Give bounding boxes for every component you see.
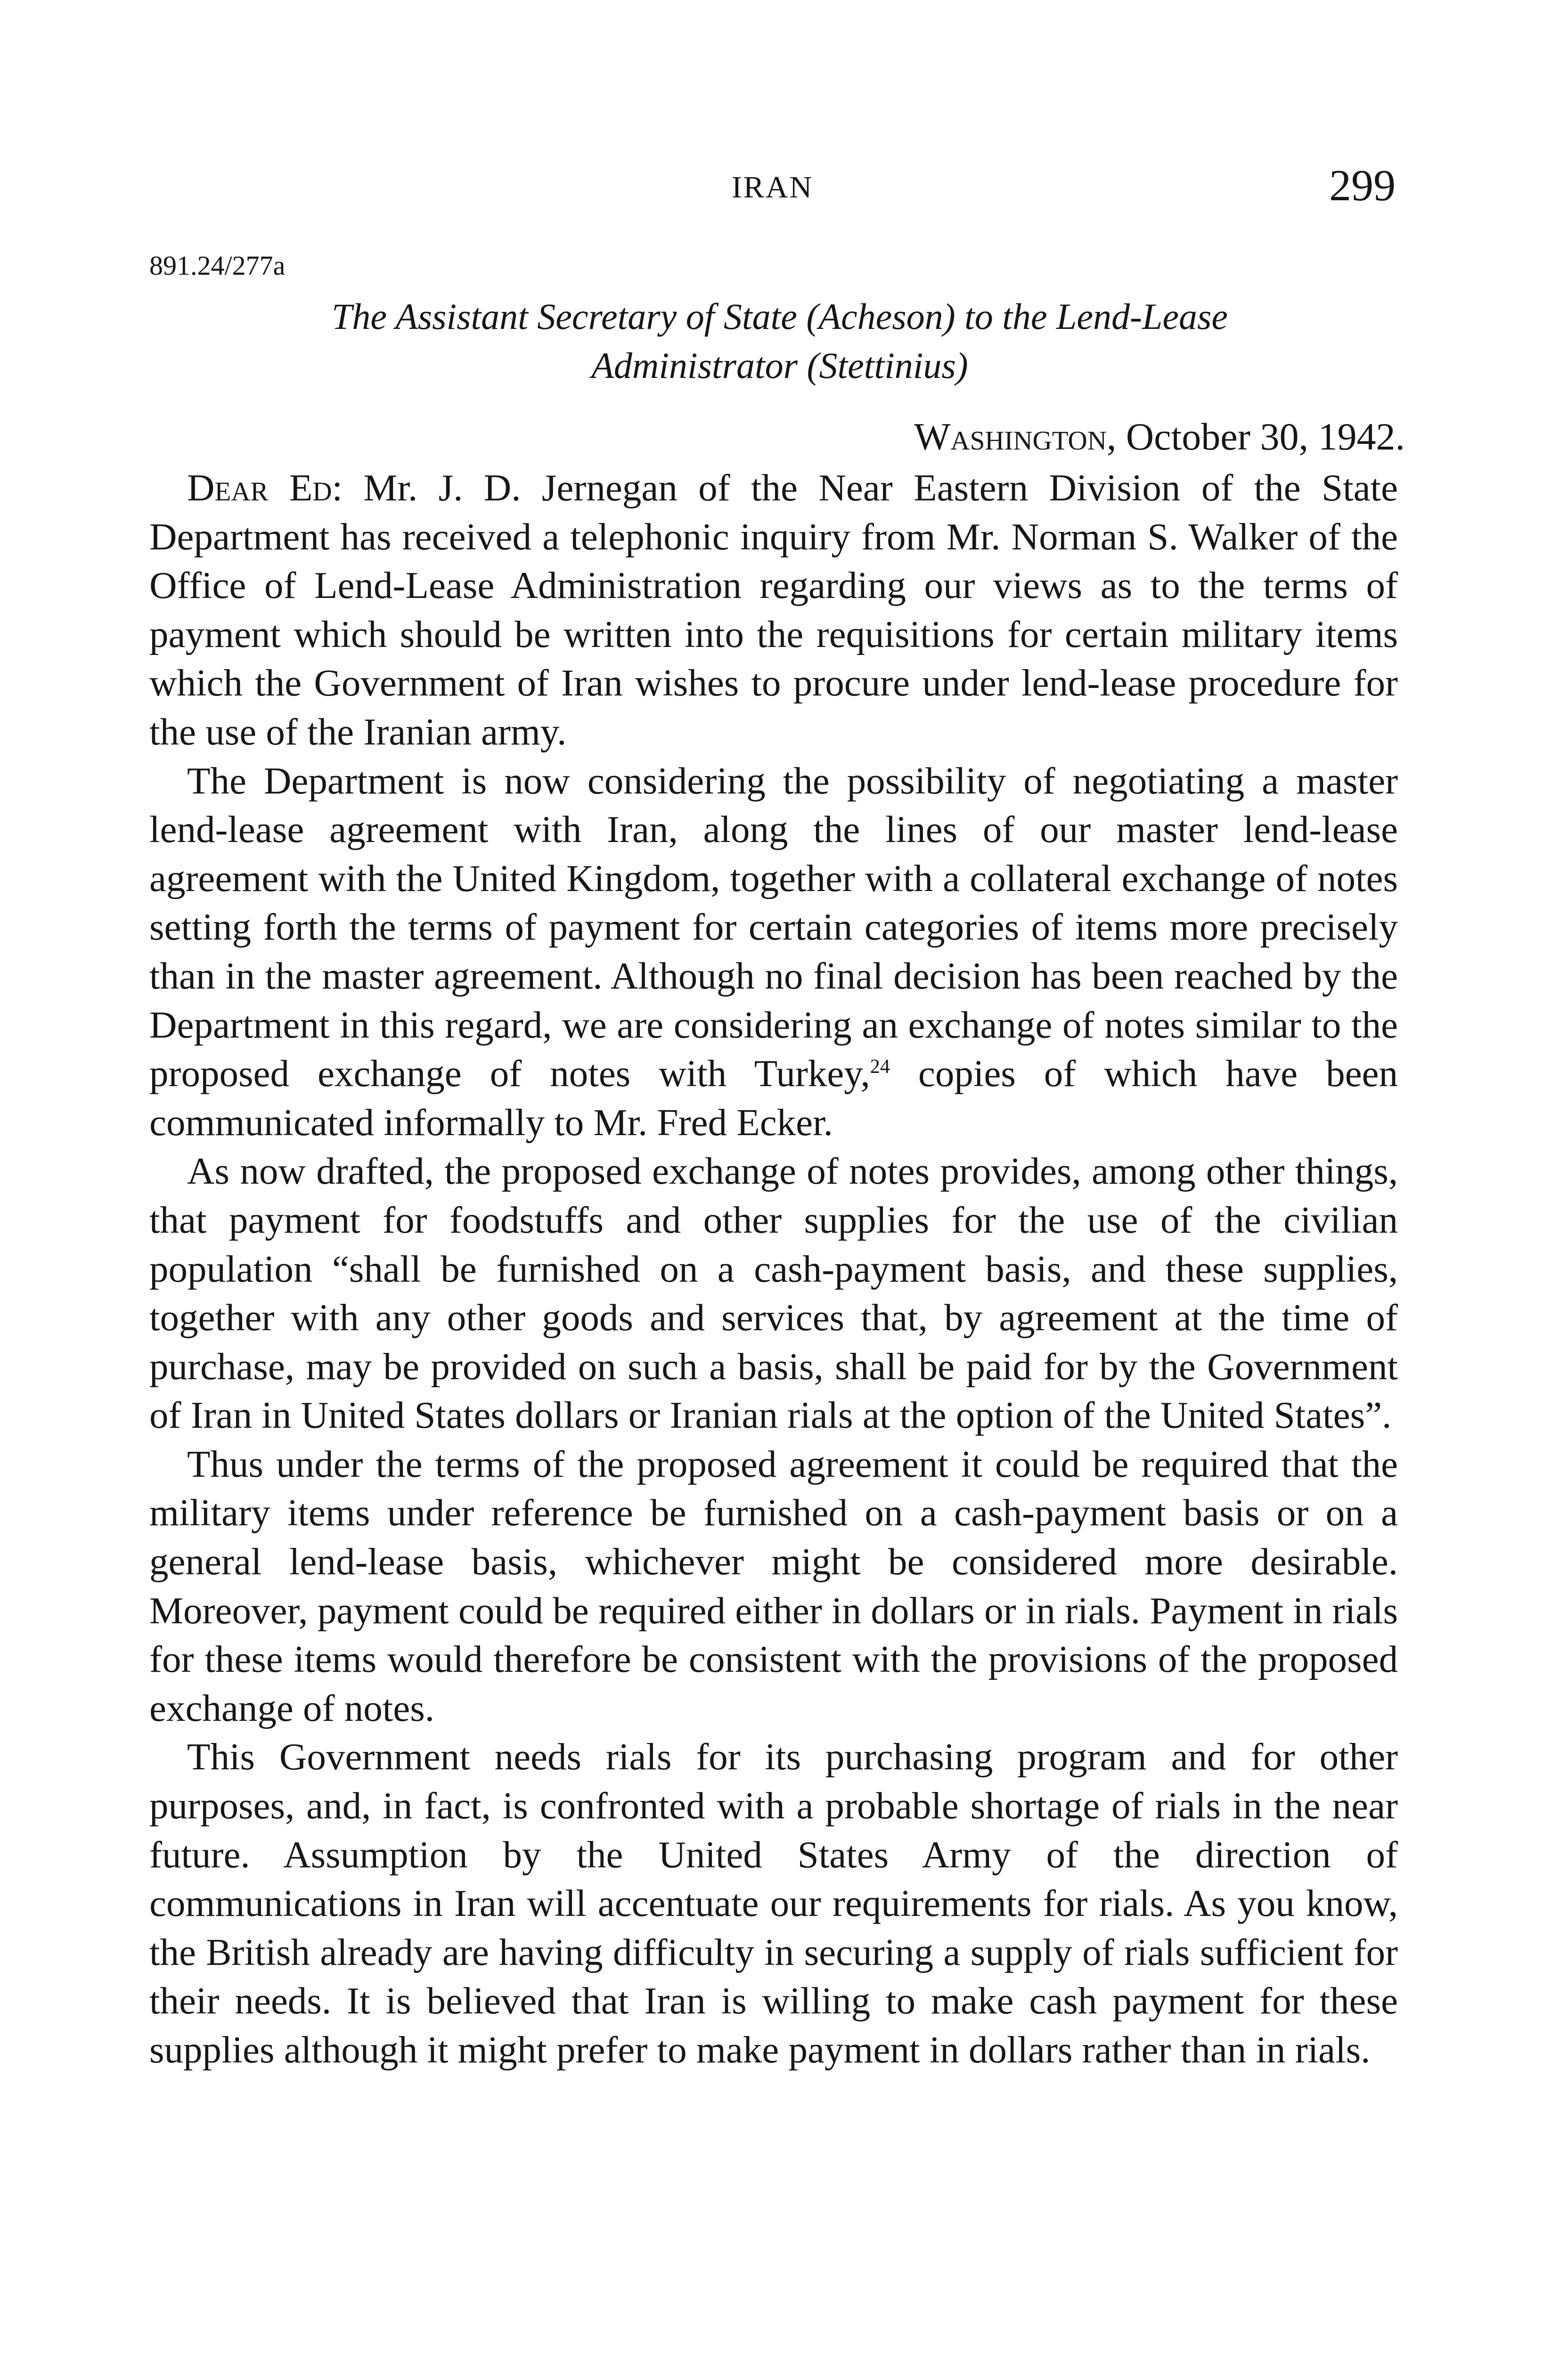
heading-line-2: Administrator (Stettinius) [591, 345, 968, 386]
dateline-date: , October 30, 1942. [1106, 415, 1405, 458]
paragraph-5: This Government needs rials for its purchasing program and for other purposes, and, in fact, is confronted with a probable shortage of rials in the near future. Assumption by the United States Army of the direction of communications in Iran will accentuate our requirements for rials. As you know, the British already are having difficulty in securing a supply of rials sufficient for their needs. It is believed that Iran is willing to make cash payment for these supplies although it might prefer to make payment in dollars rather than in rials. [149, 1735, 1398, 2071]
salutation: Dear Ed [187, 466, 332, 509]
letter-heading [184, 292, 1376, 390]
page-number: 299 [1329, 161, 1396, 210]
paragraph-2-text: The Department is now considering the possibility of negotiating a master lend-lease agreement with Iran, along the lines of our master lend-lease agreement with the United Kingdom, together with a collateral exchange of notes setting forth the terms of payment for certain categories of items more precisely than in the master agreement. Although no final decision has been reached by the Department in this regard, we are considering an exchange of notes similar to the proposed exchange of notes with Turkey, [149, 759, 1398, 1095]
heading-line-1: The Assistant Secretary of State (Acheson) to the Lend-Lease [331, 296, 1228, 337]
running-title: IRAN [731, 170, 814, 205]
file-number: 891.24/277a [149, 250, 286, 281]
paragraph-1 [149, 464, 1398, 757]
footnote-reference: 24 [870, 1055, 890, 1078]
paragraph-2-tail: copies of which have been communicated informally to Mr. Fred Ecker. [149, 1052, 1398, 1144]
paragraph-4: Thus under the terms of the proposed agreement it could be required that the military items under reference be furnished on a cash-payment basis or on a general lend-lease basis, whichever might be considered more desirable. Moreover, payment could be required either in dollars or in rials. Payment in rials for these items would therefore be consistent with the provisions of the proposed exchange of notes. [149, 1442, 1398, 1729]
paragraph-3: As now drafted, the proposed exchange of notes provides, among other things, that payment for foodstuffs and other supplies for the use of the civilian population “shall be furnished on a cash-payment basis, and these supplies, together with any other goods and services that, by agreement at the time of purchase, may be provided on such a basis, shall be paid for by the Government of Iran in United States dollars or Iranian rials at the option of the United States”. [149, 1150, 1398, 1437]
running-head [149, 160, 1396, 212]
dateline [914, 415, 1405, 459]
paragraph-1-text: : Mr. J. D. Jernegan of the Near Eastern Division of the State Department has received a telephonic inquiry from Mr. Norman S. Walker of the Office of Lend-Lease Administration regarding our views as to the terms of payment which should be written into the requisitions for certain military items which the Government of Iran wishes to procure under lend-lease procedure for the use of the Iranian army. [149, 466, 1398, 753]
paragraph-2 [149, 757, 1398, 1147]
letter-body [149, 464, 1398, 2075]
dateline-place: Washington [914, 415, 1107, 458]
